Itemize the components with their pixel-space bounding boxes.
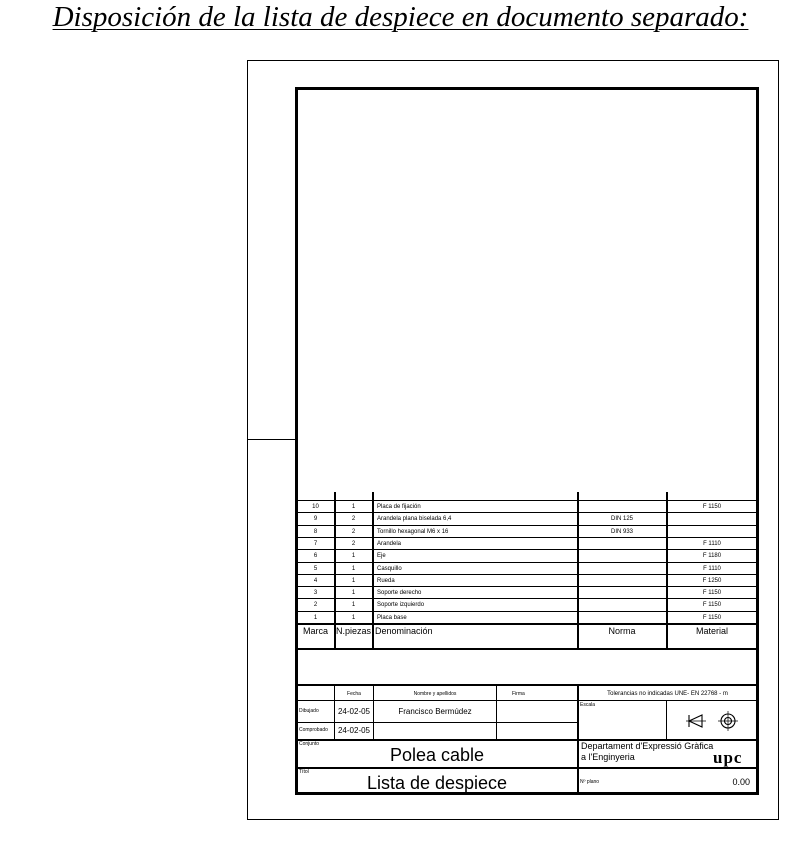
parts-cell-marca: 6 [313, 553, 318, 560]
plano-value: 0.00 [732, 777, 750, 787]
projection-symbol-icon [686, 709, 746, 733]
parts-cell-piezas: 1 [351, 565, 356, 572]
dibujado-nombre: Francisco Bermúdez [398, 707, 472, 716]
parts-cell-denominacion: Placa base [377, 614, 407, 621]
comprobado-label: Comprobado [299, 727, 328, 733]
parts-cell-marca: 10 [312, 504, 319, 510]
fecha-header: Fecha [347, 691, 361, 697]
parts-cell-marca: 5 [313, 565, 318, 572]
parts-cell-denominacion: Casquillo [377, 565, 402, 572]
departamento-line2: a l'Enginyeria [581, 752, 635, 762]
page-heading: Disposición de la lista de despiece en documento separado: [52, 1, 749, 33]
parts-cell-piezas: 1 [351, 504, 356, 510]
parts-cell-norma: DIN 125 [610, 516, 633, 523]
parts-cell-marca: 9 [313, 516, 318, 523]
tolerancias-note: Tolerancias no indicadas UNE- EN 22768 - m [607, 691, 728, 697]
parts-header-material: Material [695, 626, 728, 636]
parts-cell-denominacion: Soporte derecho [377, 590, 422, 597]
departamento-line1: Departament d'Expressió Gràfica [581, 741, 714, 751]
escala-label: Escala [580, 702, 596, 708]
parts-cell-marca: 7 [313, 540, 318, 547]
parts-cell-material: F 1150 [702, 590, 722, 597]
parts-header-marca: Marca [302, 626, 328, 636]
comprobado-fecha: 24-02-05 [337, 726, 371, 735]
parts-cell-piezas: 1 [351, 553, 356, 560]
titulo-value: Lista de despiece [366, 773, 508, 793]
nombre-header: Nombre y apellidos [413, 691, 457, 697]
parts-cell-material: F 1180 [702, 553, 722, 560]
parts-cell-piezas: 2 [351, 516, 356, 523]
parts-cell-material: F 1110 [703, 565, 721, 572]
conjunto-value: Polea cable [389, 745, 485, 765]
fold-mark [247, 439, 295, 440]
dibujado-fecha: 24-02-05 [337, 707, 371, 716]
parts-cell-piezas: 1 [351, 577, 356, 584]
parts-cell-denominacion: Tornillo hexagonal M6 x 16 [377, 528, 449, 535]
parts-cell-denominacion: Soporte izquierdo [377, 602, 425, 609]
parts-cell-denominacion: Rueda [377, 577, 395, 584]
drawing-frame [295, 87, 759, 795]
upc-logo: upc [713, 748, 743, 767]
parts-cell-piezas: 1 [351, 602, 356, 609]
parts-cell-marca: 3 [313, 590, 318, 597]
parts-cell-denominacion: Arandela plana biselada 6,4 [377, 516, 452, 523]
plano-label: Nº plano [580, 779, 600, 785]
parts-cell-material: F 1110 [703, 540, 721, 547]
parts-cell-material: F 1150 [702, 504, 722, 510]
parts-cell-material: F 1150 [702, 614, 722, 621]
conjunto-label: Conjunto [299, 741, 320, 747]
parts-cell-marca: 4 [313, 577, 318, 584]
titulo-label: Títol [299, 769, 309, 775]
firma-header: Firma [512, 691, 525, 697]
parts-header-norma: Norma [608, 626, 636, 636]
parts-cell-denominacion: Eje [377, 553, 386, 560]
parts-cell-piezas: 2 [351, 528, 356, 535]
parts-cell-piezas: 1 [351, 614, 356, 621]
parts-cell-material: F 1250 [702, 577, 722, 584]
parts-cell-material: F 1150 [702, 602, 722, 609]
parts-cell-marca: 2 [313, 602, 318, 609]
parts-header-piezas: N.piezas [335, 626, 371, 636]
parts-cell-norma: DIN 933 [610, 528, 633, 535]
parts-cell-piezas: 2 [351, 540, 356, 547]
parts-cell-marca: 1 [313, 614, 318, 621]
parts-cell-piezas: 1 [351, 590, 356, 597]
parts-cell-marca: 8 [313, 528, 318, 535]
parts-header-denominacion: Denominación [375, 626, 433, 636]
parts-cell-denominacion: Arandela [377, 540, 402, 547]
dibujado-label: Dibujado [299, 708, 319, 714]
parts-cell-denominacion: Placa de fijación [377, 504, 421, 510]
